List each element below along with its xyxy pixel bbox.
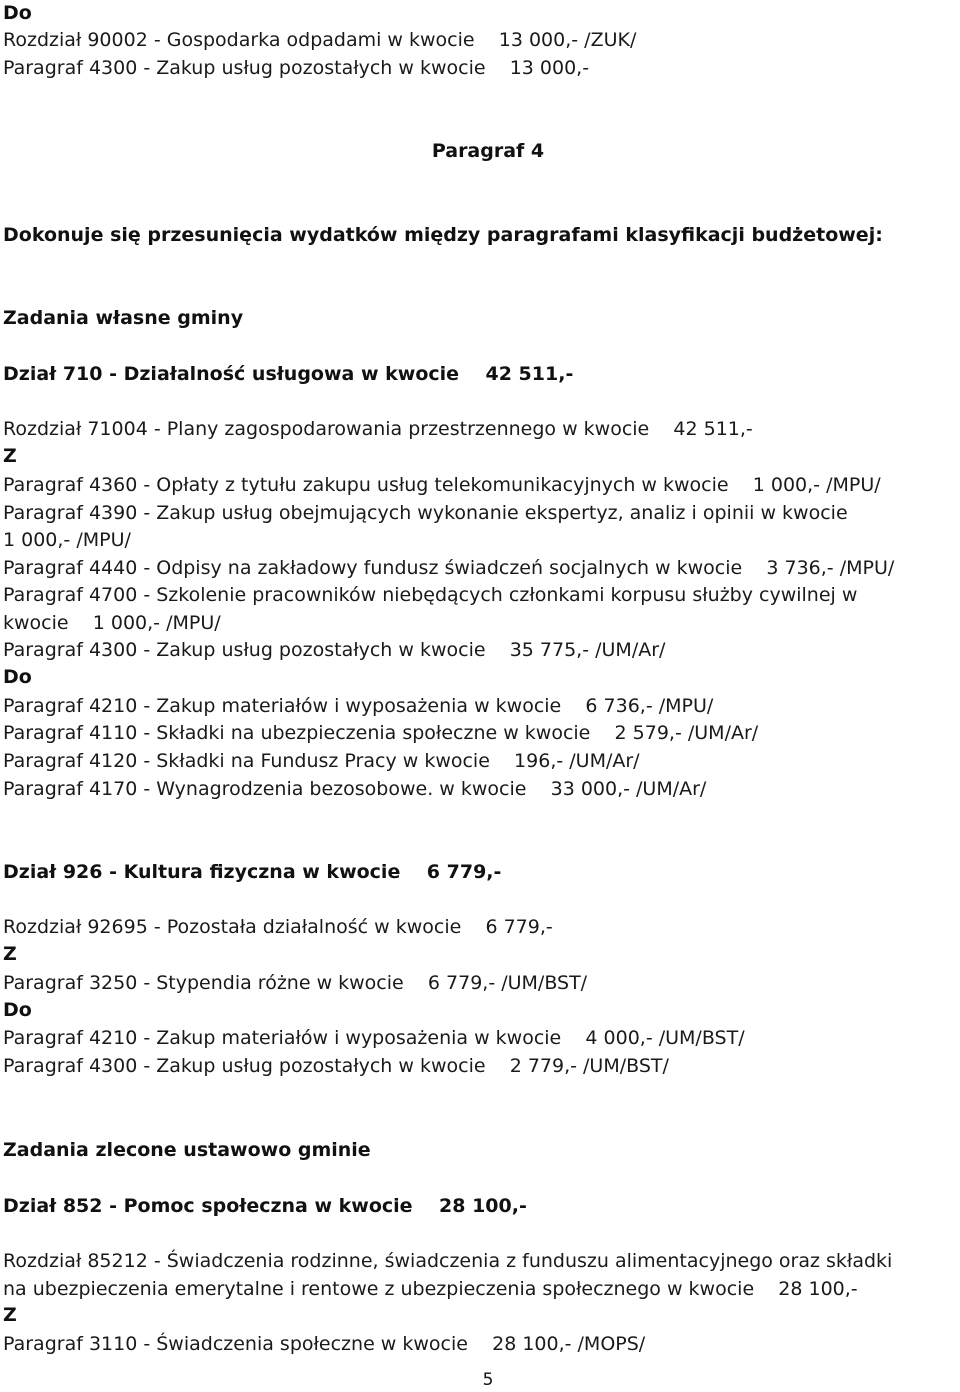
page-number: 5: [482, 1370, 494, 1390]
text-line: kwocie 1 000,- /MPU/: [3, 612, 221, 634]
heading-z: Z: [3, 1304, 17, 1326]
text-line: Rozdział 71004 - Plany zagospodarowania przestrzennego w kwocie 42 511,-: [3, 418, 753, 440]
heading-dzial-852: Dział 852 - Pomoc społeczna w kwocie 28 100,-: [3, 1195, 527, 1217]
heading-dzial-710: Dział 710 - Działalność usługowa w kwocie 42 511,-: [3, 363, 574, 385]
heading-z: Z: [3, 445, 17, 467]
text-line: Paragraf 4120 - Składki na Fundusz Pracy w kwocie 196,- /UM/Ar/: [3, 750, 640, 772]
text-line: Rozdział 85212 - Świadczenia rodzinne, świadczenia z funduszu alimentacyjnego oraz składki: [3, 1250, 893, 1272]
heading-zadania-zlecone: Zadania zlecone ustawowo gminie: [3, 1139, 371, 1161]
text-line: Rozdział 92695 - Pozostała działalność w kwocie 6 779,-: [3, 916, 553, 938]
text-line: Paragraf 4210 - Zakup materiałów i wyposażenia w kwocie 6 736,- /MPU/: [3, 695, 714, 717]
heading-z: Z: [3, 943, 17, 965]
text-line: Paragraf 4210 - Zakup materiałów i wyposażenia w kwocie 4 000,- /UM/BST/: [3, 1027, 745, 1049]
text-line: Paragraf 4110 - Składki na ubezpieczenia społeczne w kwocie 2 579,- /UM/Ar/: [3, 722, 759, 744]
text-line: Paragraf 4300 - Zakup usług pozostałych w kwocie 2 779,- /UM/BST/: [3, 1055, 669, 1077]
text-line: Paragraf 4300 - Zakup usług pozostałych w kwocie 35 775,- /UM/Ar/: [3, 639, 666, 661]
heading-do: Do: [3, 2, 32, 24]
heading-dzial-926: Dział 926 - Kultura fizyczna w kwocie 6 779,-: [3, 861, 502, 883]
section-intro: Dokonuje się przesunięcia wydatków między paragrafami klasyfikacji budżetowej:: [3, 224, 883, 246]
text-line: Paragraf 3110 - Świadczenia społeczne w kwocie 28 100,- /MOPS/: [3, 1333, 646, 1355]
heading-zadania-wlasne: Zadania własne gminy: [3, 307, 244, 329]
text-line: na ubezpieczenia emerytalne i rentowe z ubezpieczenia społecznego w kwocie 28 100,-: [3, 1278, 858, 1300]
text-line: Paragraf 3250 - Stypendia różne w kwocie 6 779,- /UM/BST/: [3, 972, 588, 994]
text-line: Paragraf 4300 - Zakup usług pozostałych w kwocie 13 000,-: [3, 57, 590, 79]
text-line: Paragraf 4440 - Odpisy na zakładowy fundusz świadczeń socjalnych w kwocie 3 736,- /MPU/: [3, 557, 895, 579]
text-line: Rozdział 90002 - Gospodarka odpadami w kwocie 13 000,- /ZUK/: [3, 29, 637, 51]
text-line: Paragraf 4700 - Szkolenie pracowników niebędących członkami korpusu służby cywilnej w: [3, 584, 858, 606]
text-line: Paragraf 4170 - Wynagrodzenia bezosobowe. w kwocie 33 000,- /UM/Ar/: [3, 778, 707, 800]
heading-do: Do: [3, 666, 32, 688]
text-line: Paragraf 4390 - Zakup usług obejmujących wykonanie ekspertyz, analiz i opinii w kwocie: [3, 502, 848, 524]
text-line: Paragraf 4360 - Opłaty z tytułu zakupu usług telekomunikacyjnych w kwocie 1 000,- /MPU/: [3, 474, 881, 496]
text-line: 1 000,- /MPU/: [3, 529, 131, 551]
heading-do: Do: [3, 999, 32, 1021]
section-title-paragraf-4: Paragraf 4: [431, 140, 545, 162]
